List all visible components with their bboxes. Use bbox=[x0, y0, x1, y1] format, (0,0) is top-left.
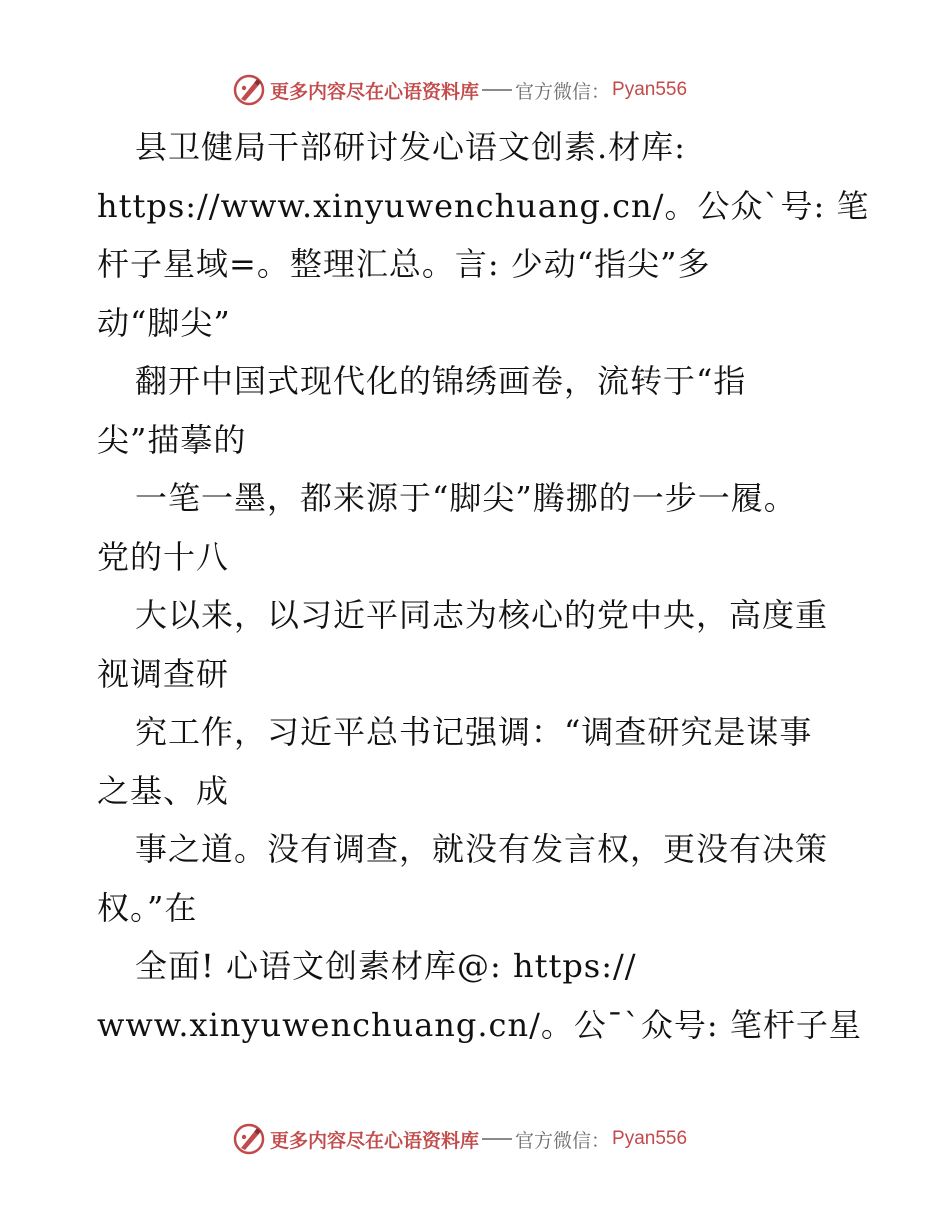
footer-dash-divider bbox=[482, 1138, 512, 1140]
pen-logo-icon bbox=[232, 1122, 266, 1156]
body-line: 翻开中国式现代化的锦绣画卷，流转于“指 bbox=[135, 362, 747, 400]
body-line: www.xinyuwenchuang.cn/。公¯`众号: 笔杆子星 bbox=[97, 1005, 862, 1044]
footer-promo-text: 更多内容尽在心语资料库 bbox=[270, 1129, 480, 1152]
body-line: 动“脚尖” bbox=[97, 303, 231, 342]
body-line: 尖”描摹的 bbox=[97, 420, 247, 459]
body-line: 全面! 心语文创素材库@: https:// bbox=[135, 947, 637, 985]
pen-logo-icon bbox=[232, 73, 266, 107]
body-line: 一笔一墨，都来源于“脚尖”腾挪的一步一履。 bbox=[135, 479, 797, 517]
header-banner bbox=[232, 73, 752, 107]
body-line: 党的十八 bbox=[97, 537, 230, 576]
document-body bbox=[97, 118, 870, 1054]
header-official-label: 官方微信： bbox=[515, 80, 611, 103]
body-line: 之基、成 bbox=[97, 771, 230, 810]
body-line: 杆子星域=。整理汇总。言: 少动“指尖”多 bbox=[97, 245, 711, 283]
header-wechat-id: Pyan556 bbox=[612, 79, 688, 100]
body-line: 权。”在 bbox=[97, 888, 198, 927]
body-line: 视调查研 bbox=[97, 654, 230, 693]
body-line: 大以来，以习近平同志为核心的党中央，高度重 bbox=[135, 596, 829, 634]
footer-banner bbox=[232, 1122, 752, 1156]
body-line: 县卫健局干部研讨发心语文创素.材库: bbox=[135, 128, 686, 166]
body-line: https://www.xinyuwenchuang.cn/。公众`号: 笔 bbox=[97, 186, 870, 225]
body-line: 究工作，习近平总书记强调：“调查研究是谋事 bbox=[135, 713, 813, 751]
body-line: 事之道。没有调查，就没有发言权，更没有决策 bbox=[135, 830, 829, 868]
header-promo-text: 更多内容尽在心语资料库 bbox=[270, 80, 480, 103]
footer-wechat-id: Pyan556 bbox=[612, 1128, 688, 1149]
footer-official-label: 官方微信： bbox=[515, 1129, 611, 1152]
header-dash-divider bbox=[482, 89, 512, 91]
